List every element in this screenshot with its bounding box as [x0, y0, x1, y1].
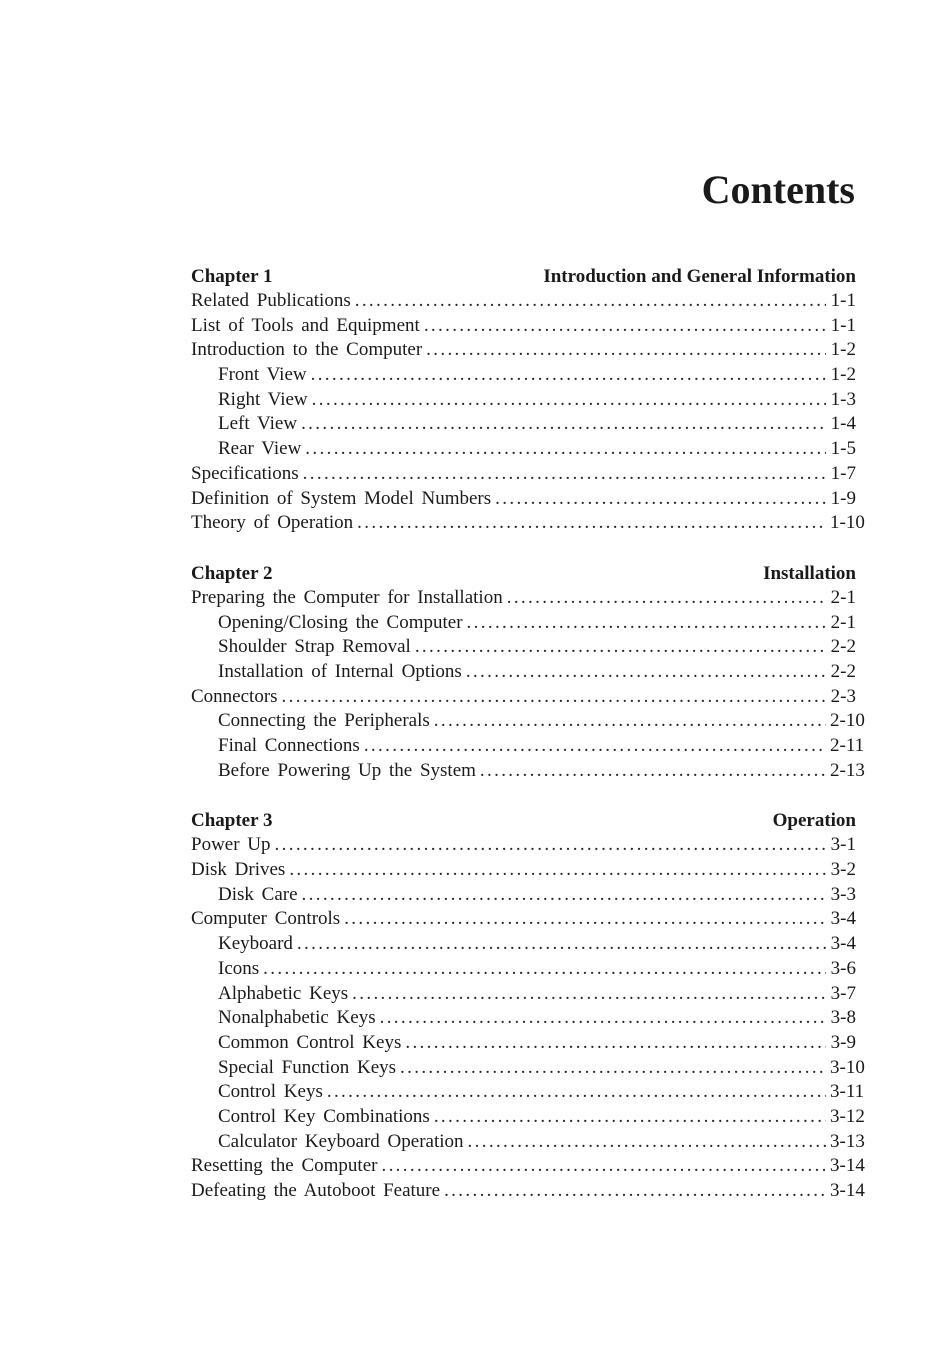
toc-entry-page: 3-13 [830, 1130, 865, 1152]
toc-entry [191, 1105, 865, 1130]
toc-entry-page: 1-10 [830, 512, 865, 534]
dot-leader [381, 1154, 826, 1179]
toc-entry-page: 1-4 [830, 413, 856, 435]
toc-entry [191, 363, 856, 388]
dot-leader [282, 685, 826, 710]
toc-entry-page: 1-2 [830, 364, 856, 386]
toc-entry-page: 3-9 [830, 1031, 856, 1053]
toc-entry-page: 3-4 [830, 908, 856, 930]
toc-entry-page: 2-3 [830, 685, 856, 707]
toc-entry-title: Installation of Internal Options [218, 660, 462, 682]
toc-entry [191, 511, 865, 536]
dot-leader [405, 1031, 826, 1056]
dot-leader [434, 1105, 826, 1130]
toc-entry-title: Opening/Closing the Computer [218, 611, 463, 633]
dot-leader [301, 412, 826, 437]
toc-entry-page: 3-4 [830, 933, 856, 955]
dot-leader [355, 289, 826, 314]
toc-entry [191, 388, 856, 413]
dot-leader [364, 734, 826, 759]
toc-entry-page: 3-8 [830, 1007, 856, 1029]
dot-leader [302, 883, 826, 908]
dot-leader [312, 388, 826, 413]
toc-entry [191, 412, 856, 437]
chapter-title: Installation [763, 562, 856, 584]
dot-leader [305, 437, 826, 462]
toc-entry [191, 1031, 856, 1056]
toc-entry-page: 2-10 [830, 710, 865, 732]
toc-entry-title: Preparing the Computer for Installation [191, 586, 503, 608]
toc-entry-title: Power Up [191, 834, 271, 856]
toc-entry-title: Specifications [191, 462, 299, 484]
toc-entry [191, 487, 856, 512]
toc-entry-title: Calculator Keyboard Operation [218, 1130, 464, 1152]
dot-leader [444, 1179, 826, 1204]
toc-entry-page: 3-11 [830, 1081, 865, 1103]
toc-entry-page: 1-3 [830, 388, 856, 410]
dot-leader [263, 957, 826, 982]
toc-entry [191, 437, 856, 462]
toc-entry [191, 611, 856, 636]
chapter-section [191, 808, 865, 1203]
toc-entry-title: Theory of Operation [191, 512, 354, 534]
toc-entry-title: Connectors [191, 685, 278, 707]
toc-entry [191, 858, 856, 883]
toc-entry-page: 3-6 [830, 957, 856, 979]
toc-entry-title: Rear View [218, 438, 302, 460]
dot-leader [352, 982, 826, 1007]
toc-entry-title: Control Key Combinations [218, 1105, 430, 1127]
toc-entry-page: 2-2 [830, 660, 856, 682]
toc-entry-page: 3-2 [830, 859, 856, 881]
chapter-title: Operation [772, 810, 856, 832]
chapter-heading [191, 561, 856, 586]
toc-entry-title: Introduction to the Computer [191, 339, 423, 361]
dot-leader [311, 363, 826, 388]
chapter-label: Chapter 1 [191, 266, 273, 287]
toc-entry-page: 3-14 [830, 1180, 865, 1201]
chapter-section [191, 561, 865, 784]
toc-entry-title: Definition of System Model Numbers [191, 487, 492, 509]
toc-entry-title: List of Tools and Equipment [191, 314, 420, 336]
toc-entry [191, 833, 856, 858]
toc-entry [191, 734, 865, 759]
table-of-contents [191, 264, 865, 1229]
toc-entry-title: Computer Controls [191, 908, 341, 930]
toc-entry [191, 982, 856, 1007]
toc-entry-title: Final Connections [218, 735, 360, 756]
toc-entry-page: 3-7 [830, 982, 856, 1004]
toc-entry-title: Nonalphabetic Keys [218, 1007, 376, 1029]
toc-entry-title: Disk Care [218, 883, 298, 905]
chapter-section [191, 264, 865, 536]
toc-entry-page: 1-1 [830, 314, 856, 336]
toc-entry-page: 2-2 [830, 636, 856, 658]
toc-entry [191, 1130, 865, 1155]
dot-leader [480, 759, 826, 784]
chapter-heading [191, 808, 856, 833]
dot-leader [468, 1130, 826, 1155]
toc-entry-title: Related Publications [191, 290, 351, 311]
chapter-title: Introduction and General Information [543, 266, 856, 287]
chapter-label: Chapter 3 [191, 810, 273, 832]
dot-leader [357, 511, 826, 536]
toc-entry [191, 1154, 865, 1179]
dot-leader [507, 586, 826, 611]
toc-entry-page: 2-1 [830, 586, 856, 608]
chapter-label: Chapter 2 [191, 562, 273, 584]
toc-entry-page: 3-3 [830, 883, 856, 905]
toc-entry-page: 3-1 [830, 834, 856, 856]
toc-entry-page: 3-10 [830, 1056, 865, 1078]
toc-entry-title: Resetting the Computer [191, 1155, 378, 1177]
page-title: Contents [701, 167, 855, 212]
toc-entry [191, 883, 856, 908]
dot-leader [424, 314, 826, 339]
dot-leader [327, 1080, 826, 1105]
toc-entry [191, 660, 856, 685]
toc-entry [191, 635, 856, 660]
dot-leader [303, 462, 826, 487]
toc-entry [191, 1080, 865, 1105]
toc-entry-page: 1-7 [830, 462, 856, 484]
dot-leader [275, 833, 826, 858]
toc-entry [191, 289, 856, 314]
toc-entry [191, 462, 856, 487]
toc-entry [191, 1056, 865, 1081]
toc-entry-page: 1-2 [830, 339, 856, 361]
dot-leader [466, 660, 826, 685]
toc-entry-page: 1-5 [830, 438, 856, 460]
toc-entry [191, 314, 856, 339]
toc-entry-page: 3-12 [830, 1105, 865, 1127]
toc-entry [191, 907, 856, 932]
toc-entry-page: 1-9 [830, 487, 856, 509]
dot-leader [495, 487, 826, 512]
dot-leader [297, 932, 826, 957]
dot-leader [380, 1006, 826, 1031]
dot-leader [426, 338, 826, 363]
toc-entry-title: Right View [218, 388, 308, 410]
dot-leader [415, 635, 826, 660]
toc-entry [191, 685, 856, 710]
toc-entry [191, 709, 865, 734]
dot-leader [434, 709, 826, 734]
toc-entry-title: Connecting the Peripherals [218, 710, 430, 732]
toc-entry-title: Front View [218, 364, 307, 386]
toc-entry-title: Keyboard [218, 933, 293, 955]
toc-entry-page: 3-14 [830, 1155, 865, 1177]
toc-entry [191, 1179, 865, 1204]
dot-leader [344, 907, 826, 932]
dot-leader [400, 1056, 826, 1081]
toc-entry-title: Disk Drives [191, 859, 286, 881]
toc-entry [191, 759, 865, 784]
toc-entry [191, 957, 856, 982]
chapter-heading [191, 264, 856, 289]
toc-entry-page: 2-13 [830, 759, 865, 781]
toc-entry-title: Shoulder Strap Removal [218, 636, 411, 658]
toc-entry [191, 338, 856, 363]
toc-entry-title: Left View [218, 413, 298, 435]
toc-entry-title: Icons [218, 957, 260, 979]
toc-entry-page: 1-1 [830, 290, 856, 311]
toc-entry-page: 2-1 [830, 611, 856, 633]
toc-entry [191, 586, 856, 611]
toc-entry-title: Alphabetic Keys [218, 982, 349, 1004]
toc-entry [191, 1006, 856, 1031]
toc-entry-title: Control Keys [218, 1081, 323, 1103]
dot-leader [289, 858, 826, 883]
toc-entry-title: Defeating the Autoboot Feature [191, 1180, 441, 1201]
dot-leader [467, 611, 826, 636]
toc-entry-title: Before Powering Up the System [218, 759, 476, 781]
toc-entry-title: Special Function Keys [218, 1056, 397, 1078]
toc-entry [191, 932, 856, 957]
toc-entry-title: Common Control Keys [218, 1031, 402, 1053]
toc-entry-page: 2-11 [830, 735, 865, 756]
